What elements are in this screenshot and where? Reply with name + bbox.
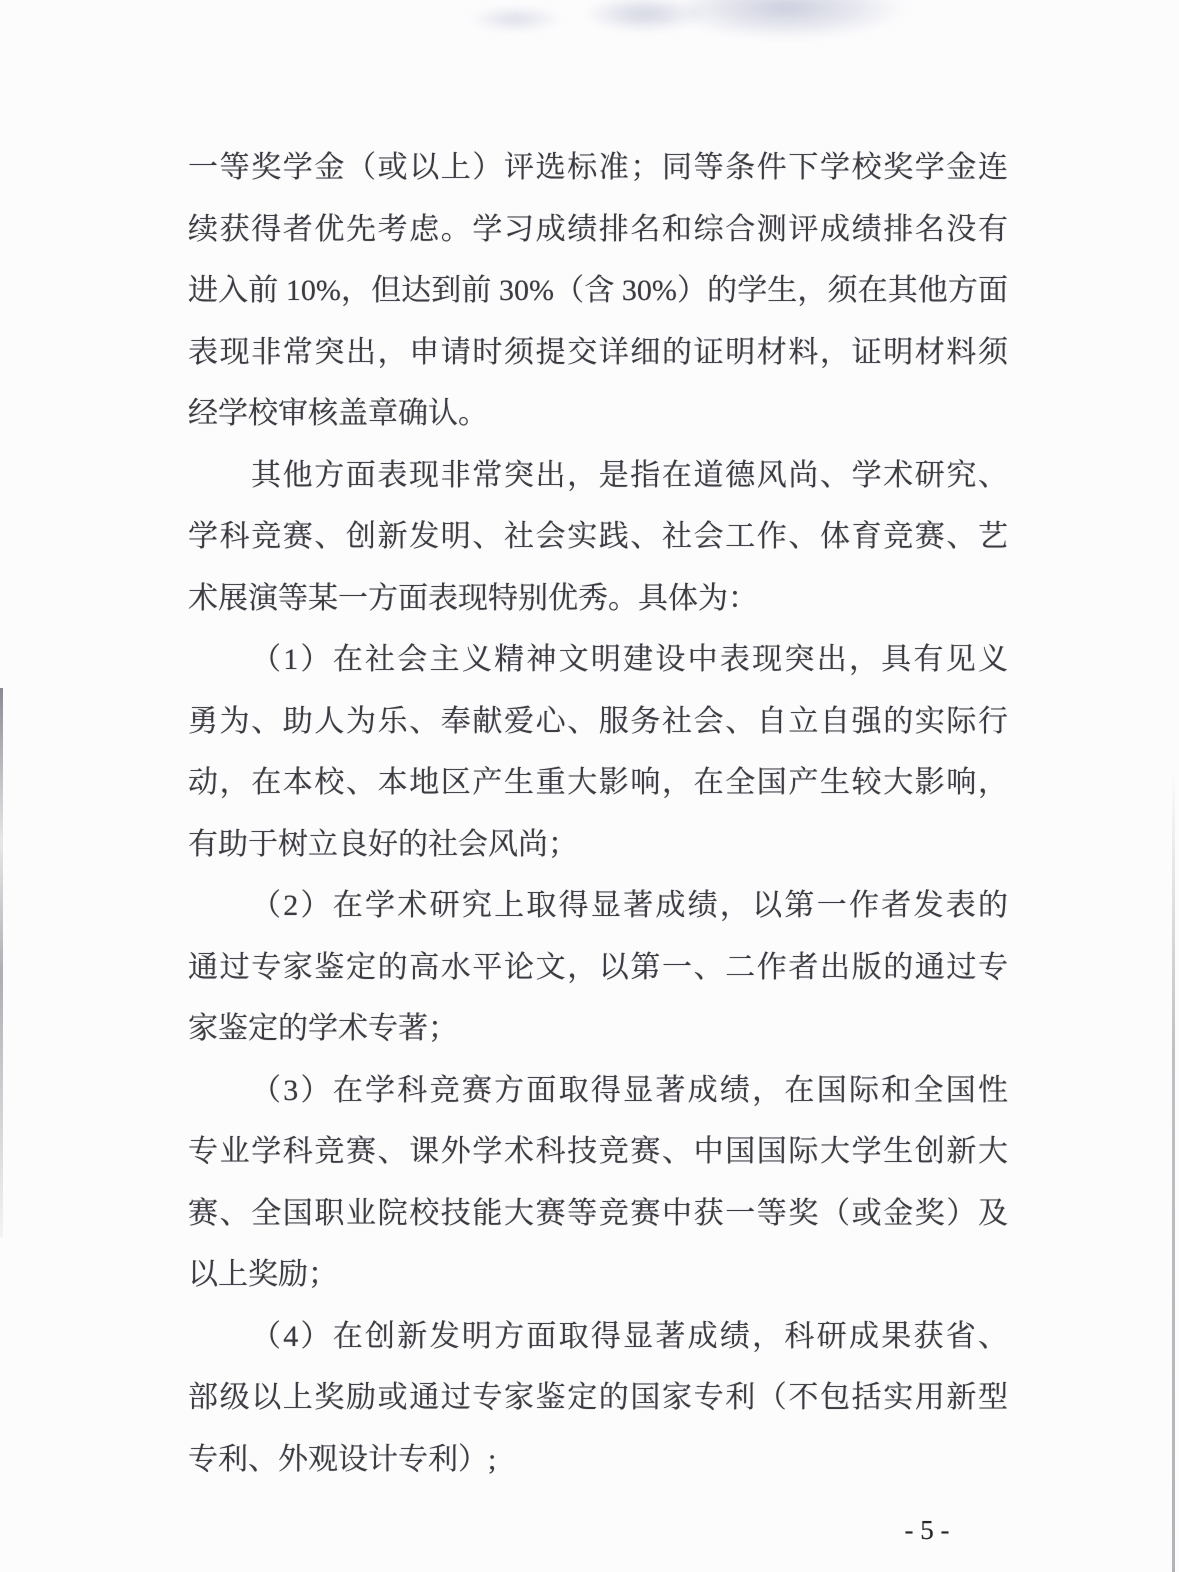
text-line: 以上奖励；: [188, 1258, 338, 1291]
text-line: 其他方面表现非常突出，是指在道德风尚、学术研究、: [251, 458, 1008, 492]
scan-smudge-artifact: [585, 0, 705, 32]
paragraph-scholarship-criteria: [188, 137, 1008, 445]
text-line: 动，在本校、本地区产生重大影响，在全国产生较大影响，: [188, 766, 1008, 799]
page-number: - 5 -: [904, 1515, 950, 1545]
text-line: 通过专家鉴定的高水平论文，以第一、二作者出版的通过专: [188, 950, 1008, 984]
scan-right-edge-artifact: [1172, 770, 1175, 1572]
text-line: 专业学科竞赛、课外学术科技竞赛、中国国际大学生创新大: [188, 1135, 1008, 1168]
text-line: 学科竞赛、创新发明、社会实践、社会工作、体育竞赛、艺: [188, 520, 1008, 553]
text-line: 术展演等某一方面表现特别优秀。具体为：: [188, 581, 758, 615]
text-line: 有助于树立良好的社会风尚；: [188, 827, 578, 861]
paragraph-item-2: [188, 875, 1008, 1060]
scan-smudge-artifact: [468, 6, 563, 32]
text-line: （3）在学科竞赛方面取得显著成绩，在国际和全国性: [251, 1073, 1008, 1107]
paragraph-item-1: [188, 629, 1008, 875]
text-line: 经学校审核盖章确认。: [188, 397, 488, 430]
paragraph-item-4: [188, 1306, 1008, 1491]
paragraph-item-3: [188, 1060, 1008, 1306]
paragraph-other-outstanding-definition: [188, 445, 1008, 630]
document-body-text: [188, 137, 1008, 1490]
text-line: 勇为、助人为乐、奉献爱心、服务社会、自立自强的实际行: [188, 704, 1008, 738]
text-line: 一等奖学金（或以上）评选标准；同等条件下学校奖学金连: [188, 151, 1008, 184]
scan-smudge-artifact: [688, 0, 908, 40]
text-line: 家鉴定的学术专著；: [188, 1012, 458, 1045]
text-line: 赛、全国职业院校技能大赛等竞赛中获一等奖（或金奖）及: [188, 1196, 1008, 1230]
text-line: 表现非常突出，申请时须提交详细的证明材料，证明材料须: [188, 335, 1008, 369]
text-line: 专利、外观设计专利）;: [188, 1442, 497, 1476]
text-line: 进入前 10%，但达到前 30%（含 30%）的学生，须在其他方面: [188, 274, 1008, 307]
text-line: 部级以上奖励或通过专家鉴定的国家专利（不包括实用新型: [188, 1381, 1008, 1414]
text-line: （4）在创新发明方面取得显著成绩，科研成果获省、: [251, 1319, 1008, 1353]
text-line: 续获得者优先考虑。学习成绩排名和综合测评成绩排名没有: [188, 212, 1008, 246]
text-line: （1）在社会主义精神文明建设中表现突出，具有见义: [251, 643, 1008, 676]
text-line: （2）在学术研究上取得显著成绩，以第一作者发表的: [251, 889, 1008, 922]
scan-left-edge-artifact: [0, 688, 3, 1238]
